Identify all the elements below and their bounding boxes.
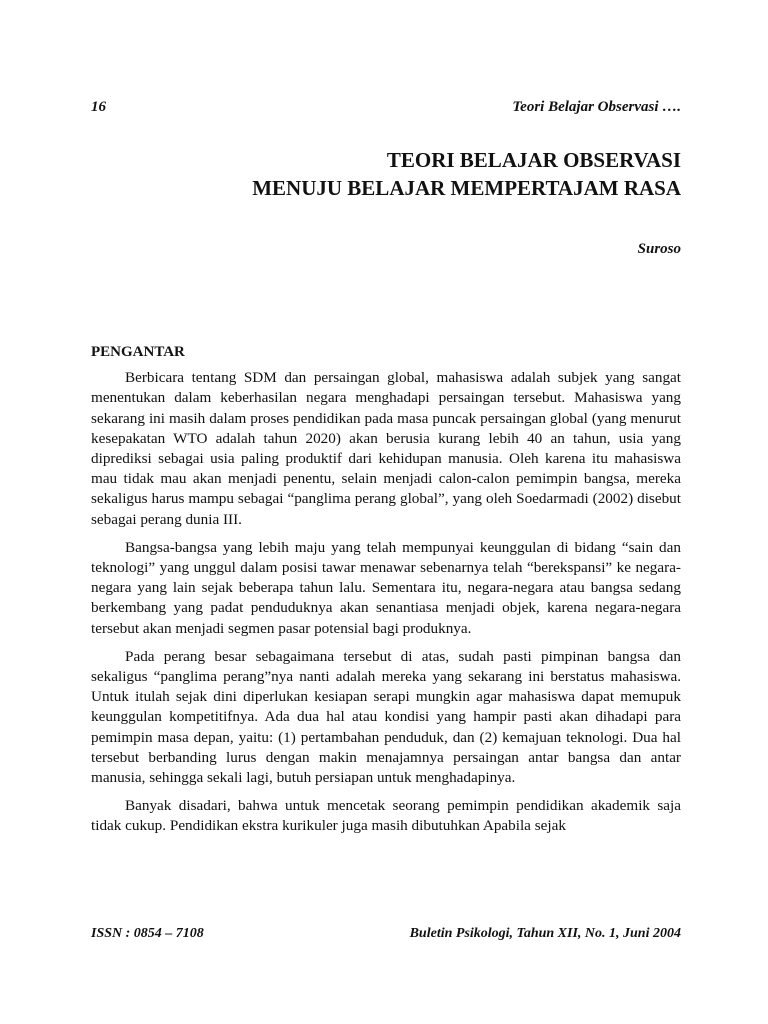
author-name: Suroso — [637, 241, 681, 257]
page-number: 16 — [91, 99, 106, 115]
title-line-1: TEORI BELAJAR OBSERVASI — [386, 148, 681, 172]
page-header — [91, 99, 681, 119]
paragraph: Bangsa-bangsa yang lebih maju yang telah mempunyai keunggulan di bidang “sain dan teknologi” yang unggul dalam posisi tawar menawar sebenarnya telah “berekspansi” ke negara-negara yang lain sejak beberapa tahun lalu. Sementara itu, negara-negara atau bangsa sedang berkembang yang padat penduduknya akan senantiasa menjadi objek, karena negara-negara tersebut akan menjadi segmen pasar potensial bagi produknya. — [91, 538, 681, 637]
title-line-2: MENUJU BELAJAR MEMPERTAJAM RASA — [252, 176, 681, 200]
page-footer — [91, 926, 681, 946]
article-body — [91, 342, 681, 845]
paragraph: Banyak disadari, bahwa untuk mencetak seorang pemimpin pendidikan akademik saja tidak cukup. Pendidikan ekstra kurikuler juga masih dibutuhkan Apabila sejak — [91, 797, 681, 835]
article-title — [91, 146, 681, 202]
paragraph: Berbicara tentang SDM dan persaingan global, mahasiswa adalah subjek yang sangat menentukan dalam keberhasilan negara menghadapi persaingan tersebut. Mahasiswa yang sekarang ini masih dalam proses pendidikan pada masa puncak persaingan global (yang menurut kesepakatan WTO adalah tahun 2020) akan berusia kurang lebih 40 an tahun, usia yang diprediksi sebagai usia paling produktif dari kehidupan manusia. Oleh karena itu mahasiswa mau tidak mau akan menjadi penentu, selain menjadi calon-calon pemimpin bangsa, mereka sekaligus harus mampu sebagai “panglima perang global”, yang oleh Soedarmadi (2002) disebut sebagai perang dunia III. — [91, 369, 681, 528]
running-title: Teori Belajar Observasi …. — [512, 99, 681, 115]
paragraph: Pada perang besar sebagaimana tersebut di atas, sudah pasti pimpinan bangsa dan sekaligus “panglima perang”nya nanti adalah mereka yang sekarang ini berstatus mahasiswa. Untuk itulah sejak dini diperlukan kesiapan serapi mungkin agar mahasiswa dapat memupuk keunggulan kompetitifnya. Ada dua hal atau kondisi yang hampir pasti akan dihadapi para pemimpin masa depan, yaitu: (1) pertambahan penduduk, dan (2) kemajuan teknologi. Dua hal tersebut berbanding lurus dengan makin menajamnya persaingan antar bangsa dan antar manusia, sehingga sekali lagi, butuh persiapan untuk menghadapinya. — [91, 647, 681, 787]
section-heading: PENGANTAR — [91, 344, 185, 360]
journal-citation: Buletin Psikologi, Tahun XII, No. 1, Juni 2004 — [409, 926, 681, 941]
issn-number: ISSN : 0854 – 7108 — [91, 926, 204, 941]
